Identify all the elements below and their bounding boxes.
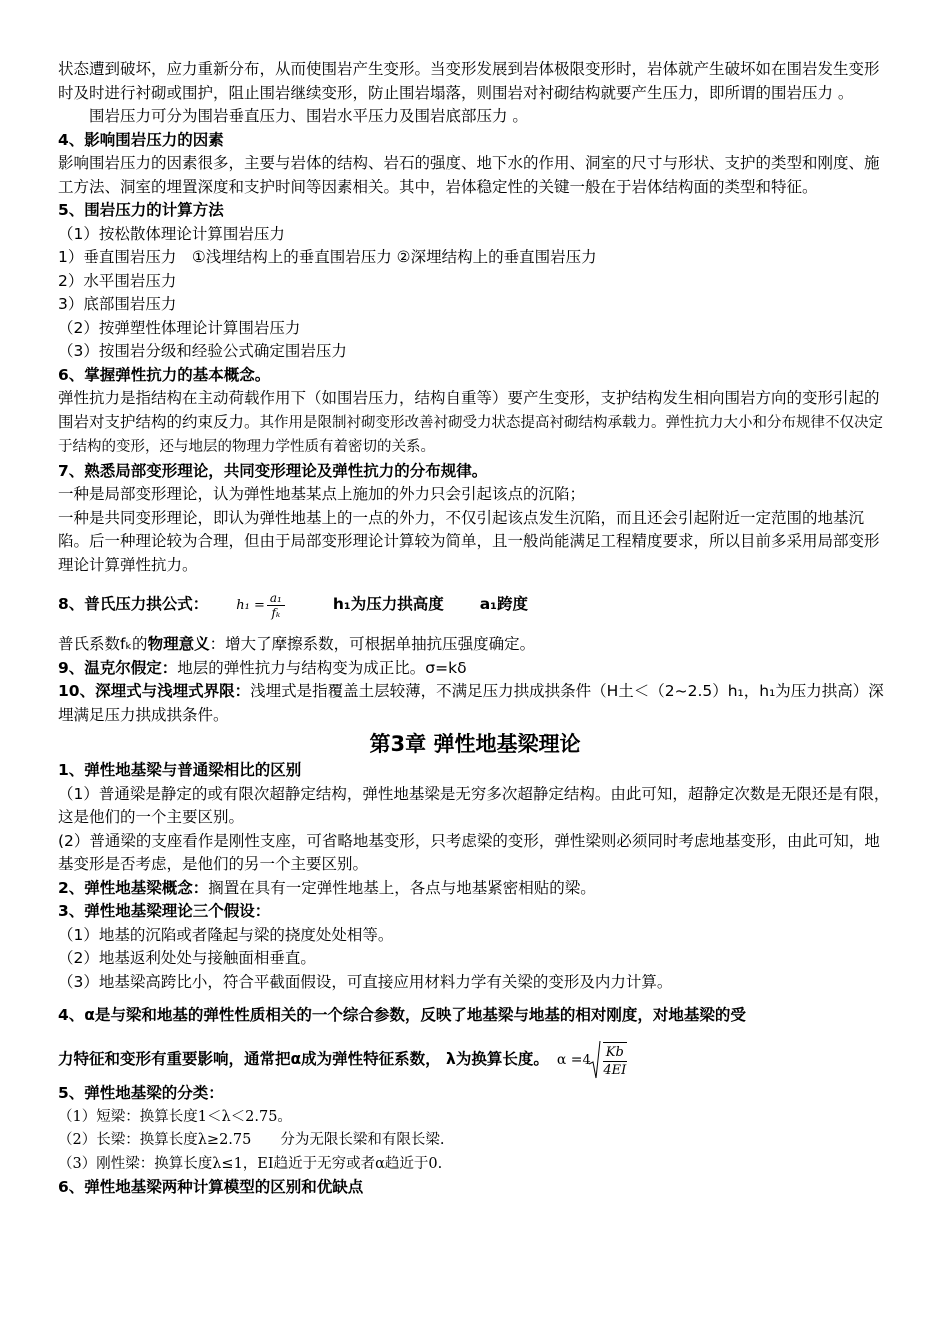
classification-long: （2）长梁：换算长度λ≥2.75 分为无限长梁和有限长梁. [58,1132,445,1148]
paragraph-winkler [58,657,892,681]
heading-6: 6、掌握弹性抗力的基本概念。 [58,365,271,384]
alpha-numerator: Kb [603,1044,627,1062]
formula-denominator: fₖ [271,605,281,620]
heading-10: 10、深埋式与浅埋式界限： [58,682,251,700]
coefficient-text: 普氏系数fₖ的 [58,635,148,653]
assumption-2: （2）地基返利处处与接触面相垂直。 [58,949,316,967]
deep-shallow-text: 浅埋式是指覆盖土层较薄，不满足压力拱成拱条件（H土＜（2~2.5）h₁，h₁为压力拱高）深埋满足压力拱成拱条件。 [58,682,884,724]
paragraph-rock-pressure-intro: 状态遭到破坏，应力重新分布，从而使围岩产生变形。当变形发展到岩体极限变形时，岩体就产生破坏如在围岩发生变形时及时进行衬砌或围护，阻止围岩继续变形，防止围岩塌落，则围岩对衬砌结构就要产生压力，即所谓的围岩压力 。 [58,60,880,102]
method-1: （1）按松散体理论计算围岩压力 [58,224,285,243]
radical-sign-icon [589,1040,601,1080]
assumption-1: （1）地基的沉陷或者隆起与梁的挠度处处相等。 [58,925,394,944]
paragraph-elastic-resistance [58,387,892,460]
paragraph-protodyakonov-coefficient [58,633,892,657]
method-1-vertical: 1）垂直围岩压力 ①浅埋结构上的垂直围岩压力 ②深埋结构上的垂直围岩压力 [58,248,597,266]
paragraph-deep-shallow [58,680,892,727]
protodyakonov-formula-row [58,583,892,627]
alpha-formula-lhs: α = [556,1052,583,1068]
paragraph-factors: 影响围岩压力的因素很多，主要与岩体的结构、岩石的强度、地下水的作用、洞室的尺寸与形状、支护的类型和刚度、施工方法、洞室的埋置深度和支护时间等因素相关。其中，岩体稳定性的关键一般在于岩体结构面的类型和特征。 [58,154,880,196]
alpha-formula [557,1040,629,1080]
root-index: 4 [582,1052,591,1068]
winkler-text: 地层的弹性抗力与结构变为成正比。σ=kδ [177,658,467,677]
heading-5: 5、围岩压力的计算方法 [58,201,224,219]
difference-2: (2）普通梁的支座看作是刚性支座，可省略地基变形，只考虑梁的变形，弹性梁则必须同时考虑地基变形，由此可知，地基变形是否考虑，是他们的另一个主要区别。 [58,831,880,873]
method-3: （3）按围岩分级和经验公式确定围岩压力 [58,342,347,360]
heading-8: 8、普氏压力拱公式： [58,595,209,614]
alpha-denominator: 4EI [603,1062,627,1078]
chapter-heading-4-line-2: 力特征和变形有重要影响，通常把α成为弹性特征系数， λ为换算长度。 [58,1050,549,1069]
heading-4: 4、影响围岩压力的因素 [58,130,224,149]
elastic-resistance-effect: 其作用是限制衬砌变形改善衬砌受力状态提高衬砌结构承载力。弹性抗力大小和分布规律不仅决定于结构的变形，还与地层的物理力学性质有着密切的关系。 [58,414,884,455]
paragraph-common-deformation: 一种是共同变形理论，即认为弹性地基上的一点的外力，不仅引起该点发生沉陷，而且还会引起附近一定范围的地基沉陷。后一种理论较为合理，但由于局部变形理论计算较为简单，且一般尚能满足工程精度要求，所以目前多采用局部变形理论计算弹性抗力。 [58,508,880,574]
alpha-line-2 [58,1038,892,1082]
chapter-heading-4-line-1: 4、α是与梁和地基的弹性性质相关的一个综合参数，反映了地基梁与地基的相对刚度，对地基梁的受 [58,1006,746,1025]
formula-numerator: a₁ [267,591,285,606]
heading-9: 9、温克尔假定： [58,658,178,677]
beam-concept-text: 搁置在具有一定弹性地基上，各点与地基紧密相贴的梁。 [208,878,596,897]
chapter-title: 第3章 弹性地基梁理论 [369,732,581,756]
chapter-heading-1: 1、弹性地基梁与普通梁相比的区别 [58,761,302,779]
alpha-fraction [603,1042,627,1079]
paragraph-rock-pressure-types: 围岩压力可分为围岩垂直压力、围岩水平压力及围岩底部压力 。 [89,107,528,125]
assumption-3: （3）地基梁高跨比小，符合平截面假设，可直接应用材料力学有关梁的变形及内力计算。 [58,972,673,991]
formula-fraction [267,591,285,620]
elastic-resistance-definition: 弹性抗力是指结构在主动荷载作用下（如围岩压力，结构自重等）要产生变形，支护结构发生相向围岩方向的变形引起的围岩对支护结构的约束反力。 [58,389,880,431]
physical-meaning-text: ：增大了摩擦系数，可根据单抽抗压强度确定。 [209,635,536,653]
method-2: （2）按弹塑性体理论计算围岩压力 [58,318,301,337]
physical-meaning-label: 物理意义 [147,635,210,653]
difference-1: （1）普通梁是静定的或有限次超静定结构，弹性地基梁是无穷多次超静定结构。由此可知，超静定次数是无限还是有限，这是他们的一个主要区别。 [58,784,890,826]
classification-short: （1）短梁：换算长度1＜λ＜2.75。 [58,1108,292,1125]
chapter-heading-3: 3、弹性地基梁理论三个假设： [58,902,271,920]
method-1-horizontal: 2）水平围岩压力 [58,271,177,290]
formula-a1-meaning: a₁跨度 [479,595,528,614]
chapter-heading-6: 6、弹性地基梁两种计算模型的区别和优缺点 [58,1178,364,1196]
classification-rigid: （3）刚性梁：换算长度λ≤1，EI趋近于无穷或者α趋近于0. [58,1155,443,1172]
alpha-line-1 [58,994,892,1038]
paragraph-local-deformation: 一种是局部变形理论，认为弹性地基某点上施加的外力只会引起该点的沉陷； [58,485,586,503]
paragraph-beam-concept [58,877,892,901]
formula-h1: h₁ = [236,597,265,613]
method-1-bottom: 3）底部围岩压力 [58,295,177,313]
chapter-heading-2: 2、弹性地基梁概念： [58,878,209,897]
formula-h1-meaning: h₁为压力拱高度 [332,595,444,614]
chapter-heading-5: 5、弹性地基梁的分类： [58,1084,224,1102]
heading-7: 7、熟悉局部变形理论，共同变形理论及弹性抗力的分布规律。 [58,461,488,480]
